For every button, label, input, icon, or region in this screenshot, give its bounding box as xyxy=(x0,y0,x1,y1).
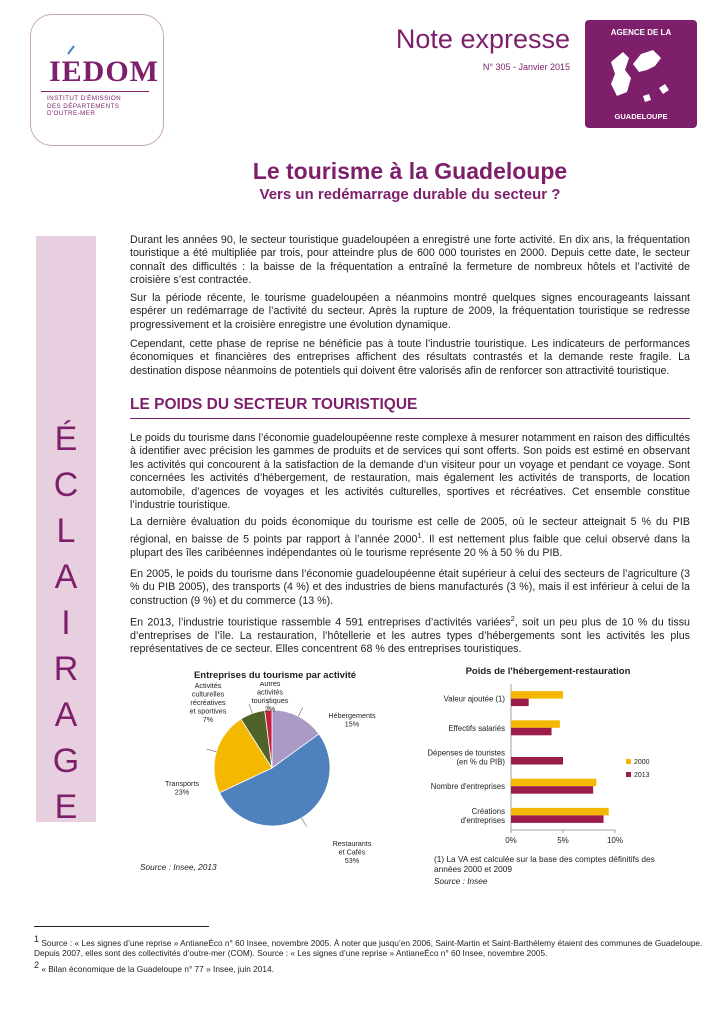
body-paragraph: En 2005, le poids du tourisme dans l’économie guadeloupéenne était supérieur à celui des secteurs de l’agriculture (3 % du PIB 2005), des transports (4 %) et des industries de biens manufacturés (3 %), mais il est inférieur à celui de la construction (9 %) et du commerce (13 %). xyxy=(130,568,690,607)
body-text: . Il est nettement plus faible que celui observé dans la plupart des îles caribéennes indépendantes où le tourisme représente 20 % à 50 % du PIB. xyxy=(130,533,690,560)
bar-mark xyxy=(511,728,552,736)
logo-subtitle-line: DES DÉPARTEMENTS xyxy=(47,102,120,110)
agency-label-bottom: GUADELOUPE xyxy=(614,112,668,121)
bar-mark xyxy=(511,779,596,787)
issue-number: N° 305 - Janvier 2015 xyxy=(482,62,570,72)
section-divider xyxy=(130,418,690,419)
band-letter: G xyxy=(52,742,80,780)
band-letter: É xyxy=(54,420,78,458)
intro-paragraph: Cependant, cette phase de reprise ne bénéficie pas à toute l’industrie touristique. Les indicateurs de performances économiques et financières des entreprises affichent des résultats contrastés et la demande reste fragile. La destination dispose néanmoins de potentiels qui doivent être valorisés afin de renforcer son attractivité touristique. xyxy=(130,338,690,377)
bar-chart-note: (1) La VA est calculée sur la base des comptes définitifs des années 2000 et 2009 xyxy=(434,854,655,874)
pie-leader-line xyxy=(302,818,307,827)
bar-mark xyxy=(511,786,593,794)
iedom-logo xyxy=(30,14,164,146)
bar-category-label: Nombre d'entreprises xyxy=(430,782,505,792)
body-paragraph xyxy=(130,516,690,561)
footnote-number: 2 xyxy=(34,960,40,970)
body-text: La dernière évaluation du poids économique du tourisme est celle de 2005, où le secteur atteignait 5 % du PIB régional, en baisse de 5 points par rapport à l’année 2000 xyxy=(130,516,690,546)
logo-name: IEDOM xyxy=(49,55,159,88)
logo-subtitle-line: INSTITUT D'ÉMISSION xyxy=(47,95,122,102)
legend-label: 2000 xyxy=(634,759,650,766)
logo-subtitle-line: D'OUTRE-MER xyxy=(47,110,96,117)
bar-mark xyxy=(511,808,609,816)
bar-mark xyxy=(511,720,560,728)
logo-divider xyxy=(41,91,149,92)
pie-chart-title: Entreprises du tourisme par activité xyxy=(193,670,357,681)
pie-leader-line xyxy=(298,707,303,716)
body-text: , soit un peu plus de 10 % du tissu d’entreprises de l’île. La restauration, l’hôtellerie et les autres types d’hébergements sont les activités les plus représentatives de ce secteur. Elles concentrent 68 % des entreprises touristiques. xyxy=(130,616,690,656)
band-letter: C xyxy=(53,466,79,504)
band-letter: A xyxy=(54,558,78,596)
pie-chart xyxy=(130,682,420,872)
footnote-2 xyxy=(34,960,704,974)
guadeloupe-map-icon xyxy=(603,44,683,108)
agency-badge xyxy=(585,20,697,128)
bar-chart-title: Poids de l'hébergement-restauration xyxy=(465,666,631,677)
bar-chart xyxy=(420,680,700,852)
body-paragraph: Le poids du tourisme dans l’économie guadeloupéenne reste complexe à mesurer notamment en raison des difficultés à identifier avec précision les gammes de produits et de services qui sont offerts. Son poids est estimé en observant les activités qui concourent à la satisfaction de la demande d’un visiteur pour un voyage et pendant ce voyage. Sont concernées les activités d’hébergement, de restauration, mais également les activités de transports, de location automobile, d’agences de voyages et les activités culturelles, sportives et récréatives. Cet ensemble constitue l’industrie touristique. xyxy=(130,432,690,512)
pie-slice-label: Restaurants et Cafés 53% xyxy=(332,839,372,865)
bar-chart-source: Source : Insee xyxy=(434,876,488,886)
band-letter: L xyxy=(56,512,76,550)
footnote-ref: 1 xyxy=(417,531,422,541)
footnote-text: Source : « Les signes d’une reprise » AntianeÉco n° 60 Insee, novembre 2005. À noter que jusqu’en 2006, Saint-Martin et Saint-Barthélemy étaient des communes de Guadeloupe. Depuis 2007, elles sont des collectivités d’outre-mer (COM). Source : « Les signes d’une reprise » AntianeÉco n° 60 Insee, novembre 2005. xyxy=(34,937,703,959)
pie-leader-line xyxy=(249,704,252,713)
body-paragraph xyxy=(130,612,690,657)
bar-tick-label: 10% xyxy=(606,836,624,845)
pie-chart-source: Source : Insee, 2013 xyxy=(140,862,217,872)
footnote-number: 1 xyxy=(34,934,40,944)
logo-subtitle xyxy=(47,95,121,118)
bar-category-label: Dépenses de touristes (en % du PIB) xyxy=(427,748,505,767)
section-heading: LE POIDS DU SECTEUR TOURISTIQUE xyxy=(130,396,418,413)
footnote-1 xyxy=(34,934,704,959)
legend-swatch xyxy=(626,759,631,764)
pie-leader-line xyxy=(207,749,217,752)
sub-title: Vers un redémarrage durable du secteur ? xyxy=(259,186,561,203)
band-letter: I xyxy=(61,604,71,642)
bar-category-label: Effectifs salariés xyxy=(448,723,505,733)
logo-accent-icon xyxy=(66,45,76,55)
bar-category-label: Valeur ajoutée (1) xyxy=(443,694,505,704)
bar-mark xyxy=(511,815,604,823)
intro-paragraph: Sur la période récente, le tourisme guadeloupéen a néanmoins montré quelques signes encourageants laissant espérer un redémarrage de l’activité du secteur. Après la rupture de 2009, la fréquentation touristique se redresse progressivement et la croisière enregistre une évolution dynamique. xyxy=(130,292,690,331)
footnote-ref: 2 xyxy=(510,614,515,623)
bar-tick-label: 5% xyxy=(557,836,569,845)
footnote-rule xyxy=(34,926,209,927)
legend-label: 2013 xyxy=(634,772,650,779)
band-letter: R xyxy=(53,650,79,688)
band-letter: A xyxy=(54,696,78,734)
bar-mark xyxy=(511,757,563,765)
bar-mark xyxy=(511,691,563,699)
pie-slice-label: Hébergements 15% xyxy=(328,711,376,729)
bar-mark xyxy=(511,699,529,707)
publication-title: Note expresse xyxy=(395,24,570,54)
body-text: En 2013, l’industrie touristique rassemble 4 591 entreprises d’activités variées xyxy=(130,616,511,629)
bar-category-label: Créations d'entreprises xyxy=(460,806,505,825)
main-title: Le tourisme à la Guadeloupe xyxy=(252,158,568,184)
eclairage-letters xyxy=(36,416,96,830)
legend-swatch xyxy=(626,772,631,777)
pie-slice-label: Transports 23% xyxy=(164,779,200,797)
pie-slice-label: Autres activités touristiques 2% xyxy=(251,682,289,714)
footnote-text: « Bilan économique de la Guadeloupe n° 77 » Insee, juin 2014. xyxy=(41,963,274,974)
band-letter: E xyxy=(54,788,78,826)
agency-label-top: AGENCE DE LA xyxy=(610,28,672,37)
bar-tick-label: 0% xyxy=(505,836,517,845)
pie-slice-label: Activités culturelles récréatives et sportives 7% xyxy=(189,682,227,724)
intro-paragraph: Durant les années 90, le secteur touristique guadeloupéen a enregistré une forte activité. En dix ans, la fréquentation touristique a été multipliée par trois, pour atteindre plus de 600 000 touristes en 2000. Depuis cette date, le secteur connaît des difficultés : la baisse de la fréquentation a entraîné la fermeture de nombreux hôtels et l’activité de croisière s’est contractée. xyxy=(130,234,690,287)
